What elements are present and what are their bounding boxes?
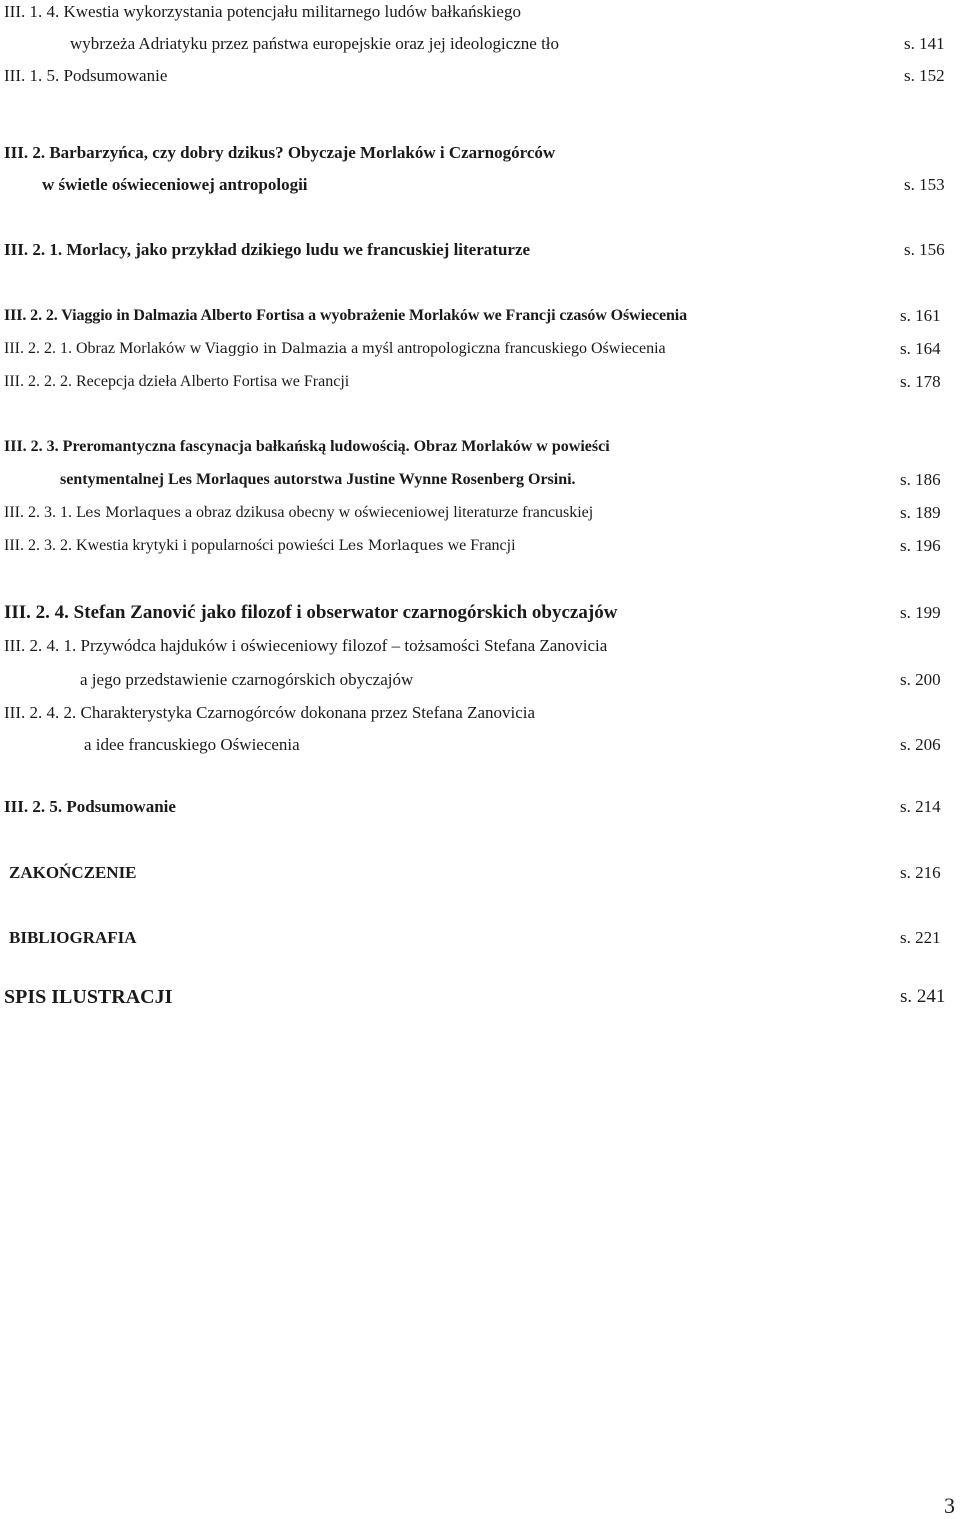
toc-entry-9-suffix: a obraz dzikusa obecny w oświeceniowej literaturze francuskiej bbox=[180, 504, 594, 521]
toc-entry-8-line-1: III. 2. 3. Preromantyczna fascynacja bałkańską ludowością. Obraz Morlaków w powieści bbox=[4, 438, 610, 455]
toc-entry-6-prefix: III. 2. 2. 1. Obraz Morlaków w bbox=[4, 340, 206, 357]
toc-entry-8-line-2: sentymentalnej Les Morlaques autorstwa Justine Wynne Rosenberg Orsini. bbox=[60, 471, 576, 488]
toc-entry-17-line-1: SPIS ILUSTRACJI bbox=[4, 986, 173, 1008]
toc-entry-13-line-1: III. 2. 4. 2. Charakterystyka Czarnogórców dokonana przez Stefana Zanovicia bbox=[4, 703, 536, 722]
toc-entry-2-line-1: III. 1. 5. Podsumowanie bbox=[4, 66, 168, 85]
toc-entry-6-title: Viaggio in Dalmazia bbox=[205, 341, 348, 357]
toc-entry-6-line-1 bbox=[4, 339, 666, 359]
toc-entry-13-page: s. 206 bbox=[900, 735, 941, 754]
toc-entry-8-page: s. 186 bbox=[900, 470, 941, 489]
toc-entry-7-line-1: III. 2. 2. 2. Recepcja dzieła Alberto Fortisa we Francji bbox=[4, 373, 350, 390]
toc-entry-6-page: s. 164 bbox=[900, 339, 941, 358]
toc-entry-5-page: s. 161 bbox=[900, 306, 941, 325]
toc-entry-10-prefix: III. 2. 3. 2. Kwestia krytyki i popularności powieści bbox=[4, 537, 339, 554]
toc-entry-12-line-1: III. 2. 4. 1. Przywódca hajduków i oświeceniowy filozof – tożsamości Stefana Zanovicia bbox=[4, 636, 608, 655]
toc-entry-16-line-1: BIBLIOGRAFIA bbox=[9, 928, 137, 947]
toc-entry-3-line-1: III. 2. Barbarzyńca, czy dobry dzikus? Obyczaje Morlaków i Czarnogórców bbox=[4, 143, 556, 162]
toc-entry-4-line-1: III. 2. 1. Morlacy, jako przykład dzikiego ludu we francuskiej literaturze bbox=[4, 240, 531, 259]
toc-entry-16-page: s. 221 bbox=[900, 928, 941, 947]
toc-entry-1-line-1: III. 1. 4. Kwestia wykorzystania potencjału militarnego ludów bałkańskiego bbox=[4, 2, 521, 21]
toc-entry-10-page: s. 196 bbox=[900, 536, 941, 555]
toc-entry-13-line-2: a idee francuskiego Oświecenia bbox=[84, 735, 300, 754]
toc-entry-14-page: s. 214 bbox=[900, 797, 941, 816]
toc-entry-17-page: s. 241 bbox=[900, 986, 946, 1007]
toc-entry-1-line-2: wybrzeża Adriatyku przez państwa europejskie oraz jej ideologiczne tło bbox=[70, 34, 560, 53]
toc-entry-9-line-1 bbox=[4, 503, 593, 523]
toc-entry-7-page: s. 178 bbox=[900, 372, 941, 391]
toc-entry-5-line-1: III. 2. 2. Viaggio in Dalmazia Alberto Fortisa a wyobrażenie Morlaków we Francji czasów Oświecenia bbox=[4, 307, 687, 324]
page-number: 3 bbox=[944, 1493, 955, 1518]
toc-entry-15-line-1: ZAKOŃCZENIE bbox=[9, 863, 137, 882]
toc-entry-11-page: s. 199 bbox=[900, 603, 941, 622]
toc-entry-14-line-1: III. 2. 5. Podsumowanie bbox=[4, 797, 176, 816]
toc-entry-3-page: s. 153 bbox=[904, 175, 945, 194]
toc-entry-11-line-1: III. 2. 4. Stefan Zanović jako filozof i obserwator czarnogórskich obyczajów bbox=[4, 602, 618, 623]
toc-entry-3-line-2: w świetle oświeceniowej antropologii bbox=[42, 175, 308, 194]
toc-entry-10-title: Les Morlaques bbox=[338, 538, 444, 554]
toc-entry-9-title: Les Morlaques bbox=[75, 505, 181, 521]
toc-entry-10-line-1 bbox=[4, 536, 516, 556]
toc-entry-15-page: s. 216 bbox=[900, 863, 941, 882]
toc-entry-12-line-2: a jego przedstawienie czarnogórskich obyczajów bbox=[80, 670, 414, 689]
toc-entry-1-page: s. 141 bbox=[904, 34, 945, 53]
toc-entry-9-page: s. 189 bbox=[900, 503, 941, 522]
toc-entry-12-page: s. 200 bbox=[900, 670, 941, 689]
toc-entry-10-suffix: we Francji bbox=[443, 537, 516, 554]
toc-entry-2-page: s. 152 bbox=[904, 66, 945, 85]
toc-entry-6-suffix: a myśl antropologiczna francuskiego Oświecenia bbox=[347, 340, 666, 357]
toc-entry-9-prefix: III. 2. 3. 1. bbox=[4, 504, 76, 521]
toc-entry-4-page: s. 156 bbox=[904, 240, 945, 259]
